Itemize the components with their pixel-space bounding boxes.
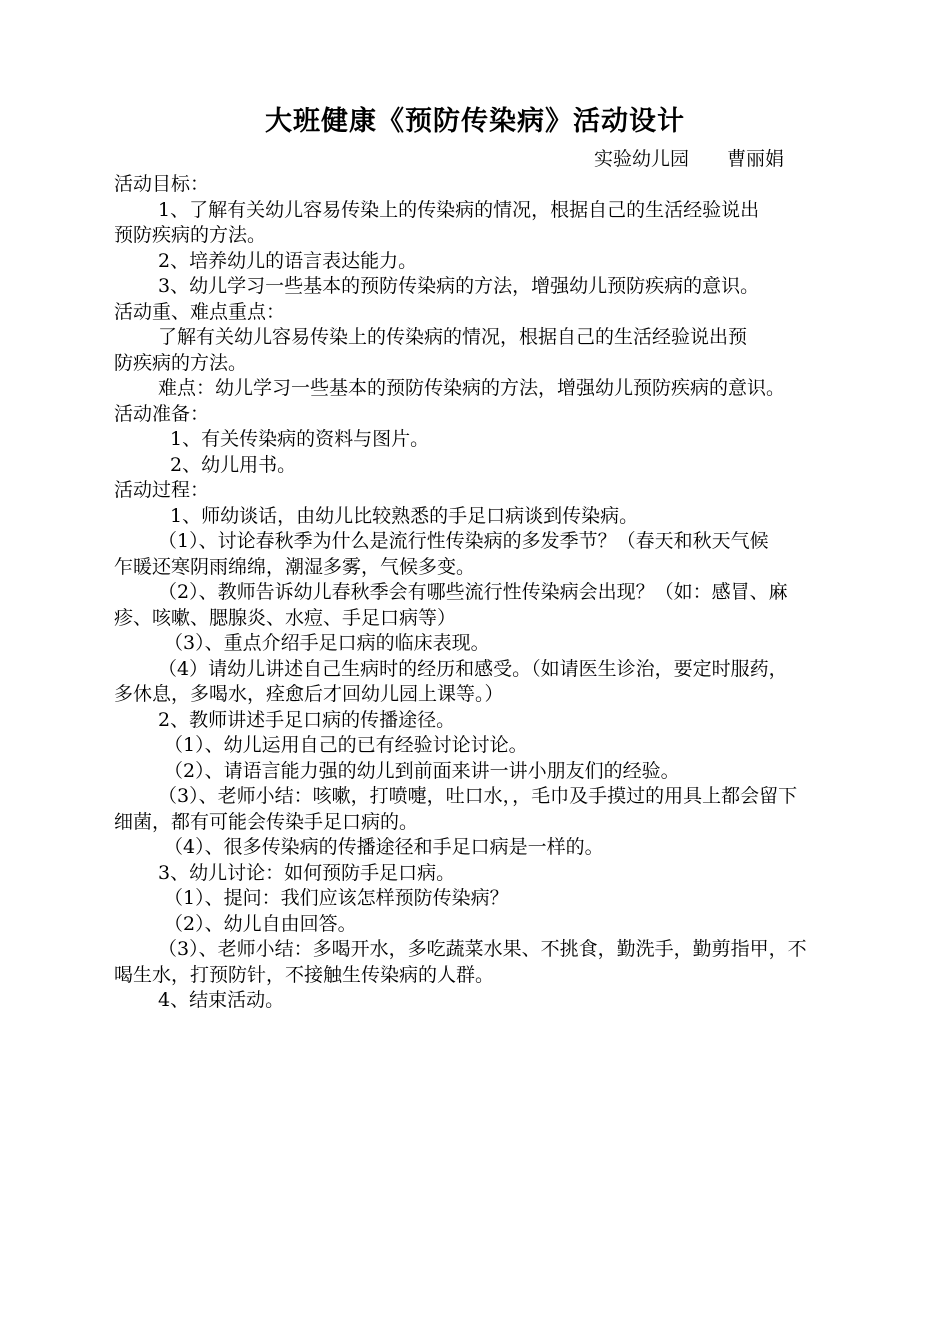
body-line: 乍暖还寒阴雨绵绵，潮湿多雾，气候多变。 xyxy=(114,555,476,578)
body-line: 防疾病的方法。 xyxy=(114,351,248,374)
body-line: （3）、老师小结：多喝开水，多吃蔬菜水果、不挑食，勤洗手，勤剪指甲，不 xyxy=(158,938,807,960)
body-line: 预防疾病的方法。 xyxy=(114,224,267,246)
body-line: 1、师幼谈话，由幼儿比较熟悉的手足口病谈到传染病。 xyxy=(170,504,639,527)
body-line: 疹、咳嗽、腮腺炎、水痘、手足口病等） xyxy=(114,606,457,629)
body-line: 了解有关幼儿容易传染上的传染病的情况，根据自己的生活经验说出预 xyxy=(158,326,748,348)
document-body xyxy=(114,172,874,1014)
body-line: （2）、教师告诉幼儿春秋季会有哪些流行性传染病会出现？（如：感冒、麻 xyxy=(158,581,788,603)
body-line: 2、培养幼儿的语言表达能力。 xyxy=(158,249,418,272)
body-line: （2）、请语言能力强的幼儿到前面来讲一讲小朋友们的经验。 xyxy=(164,759,680,782)
body-line: （2）、幼儿自由回答。 xyxy=(164,912,357,935)
body-line: 活动目标： xyxy=(114,173,210,195)
body-line: 活动重、难点重点： xyxy=(114,300,286,323)
body-line: （4）、很多传染病的传播途径和手足口病是一样的。 xyxy=(164,836,604,858)
body-line: 活动过程： xyxy=(114,479,210,501)
body-line: 2、教师讲述手足口病的传播途径。 xyxy=(158,708,456,731)
body-line: （1）、提问：我们应该怎样预防传染病？ xyxy=(164,887,509,909)
body-line: 喝生水，打预防针，不接触生传染病的人群。 xyxy=(114,963,495,986)
body-line: 4、结束活动。 xyxy=(158,989,285,1011)
body-line: （3）、老师小结：咳嗽，打喷嚏，吐口水，，毛巾及手摸过的用具上都会留下 xyxy=(158,785,798,807)
body-line: （1）、幼儿运用自己的已有经验讨论讨论。 xyxy=(164,734,528,756)
body-line: 2、幼儿用书。 xyxy=(170,453,297,476)
body-line: 多休息，多喝水，痊愈后才回幼儿园上课等。） xyxy=(114,683,504,705)
body-line: 3、幼儿讨论：如何预防手足口病。 xyxy=(158,861,456,884)
body-line: 1、了解有关幼儿容易传染上的传染病的情况，根据自己的生活经验说出 xyxy=(158,198,760,221)
document-title: 大班健康《预防传染病》活动设计 xyxy=(265,106,685,137)
author-line: 实验幼儿园 曹丽娟 xyxy=(594,148,785,170)
body-line: （3）、重点介绍手足口病的临床表现。 xyxy=(164,632,490,654)
body-line: 3、幼儿学习一些基本的预防传染病的方法，增强幼儿预防疾病的意识。 xyxy=(158,275,760,297)
body-line: 细菌，都有可能会传染手足口病的。 xyxy=(114,810,419,833)
body-line: 1、有关传染病的资料与图片。 xyxy=(170,428,430,450)
body-line: （1）、讨论春秋季为什么是流行性传染病的多发季节？（春天和秋天气候 xyxy=(158,530,769,552)
body-line: 难点：幼儿学习一些基本的预防传染病的方法，增强幼儿预防疾病的意识。 xyxy=(158,377,786,399)
body-line: （4）请幼儿讲述自己生病时的经历和感受。（如请医生诊治，要定时服药， xyxy=(158,657,788,680)
body-line: 活动准备： xyxy=(114,402,210,425)
